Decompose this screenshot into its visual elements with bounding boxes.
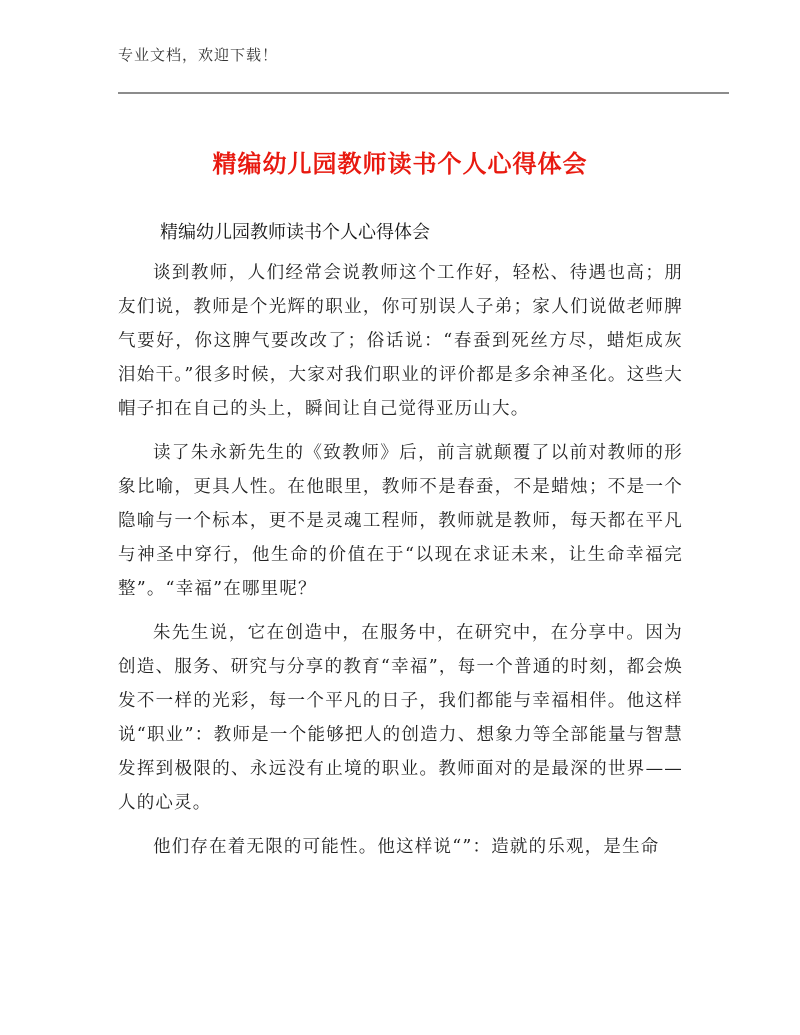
paragraph: 读了朱永新先生的《致教师》后，前言就颠覆了以前对教师的形象比喻，更具人性。在他眼里，教师不是春蚕，不是蜡烛；不是一个隐喻与一个标本，更不是灵魂工程师，教师就是教师，每天都在平凡与神圣中穿行，他生命的价值在于“以现在求证未来，让生命幸福完整”。“幸福”在哪里呢？	[118, 443, 683, 599]
header-text: 专业文档，欢迎下载！	[118, 46, 279, 64]
document-subtitle: 精编幼儿园教师读书个人心得体会	[160, 222, 430, 243]
paragraph: 他们存在着无限的可能性。他这样说“”：造就的乐观，是生命	[153, 837, 660, 857]
document-body	[118, 256, 683, 874]
paragraph: 谈到教师，人们经常会说教师这个工作好，轻松、待遇也高；朋友们说，教师是个光辉的职业，你可别误人子弟；家人们说做老师脾气要好，你这脾气要改改了；俗话说：“春蚕到死丝方尽，蜡炬成灰泪始干。”很多时候，大家对我们职业的评价都是多余神圣化。这些大帽子扣在自己的头上，瞬间让自己觉得亚历山大。	[118, 263, 683, 419]
paragraph: 朱先生说，它在创造中，在服务中，在研究中，在分享中。因为创造、服务、研究与分享的教育“幸福”，每一个普通的时刻，都会焕发不一样的光彩，每一个平凡的日子，我们都能与幸福相伴。他这样说“职业”：教师是一个能够把人的创造力、想象力等全部能量与智慧发挥到极限的、永远没有止境的职业。教师面对的是最深的世界——人的心灵。	[118, 623, 683, 813]
header-divider	[118, 92, 729, 94]
document-title: 精编幼儿园教师读书个人心得体会	[212, 150, 588, 178]
